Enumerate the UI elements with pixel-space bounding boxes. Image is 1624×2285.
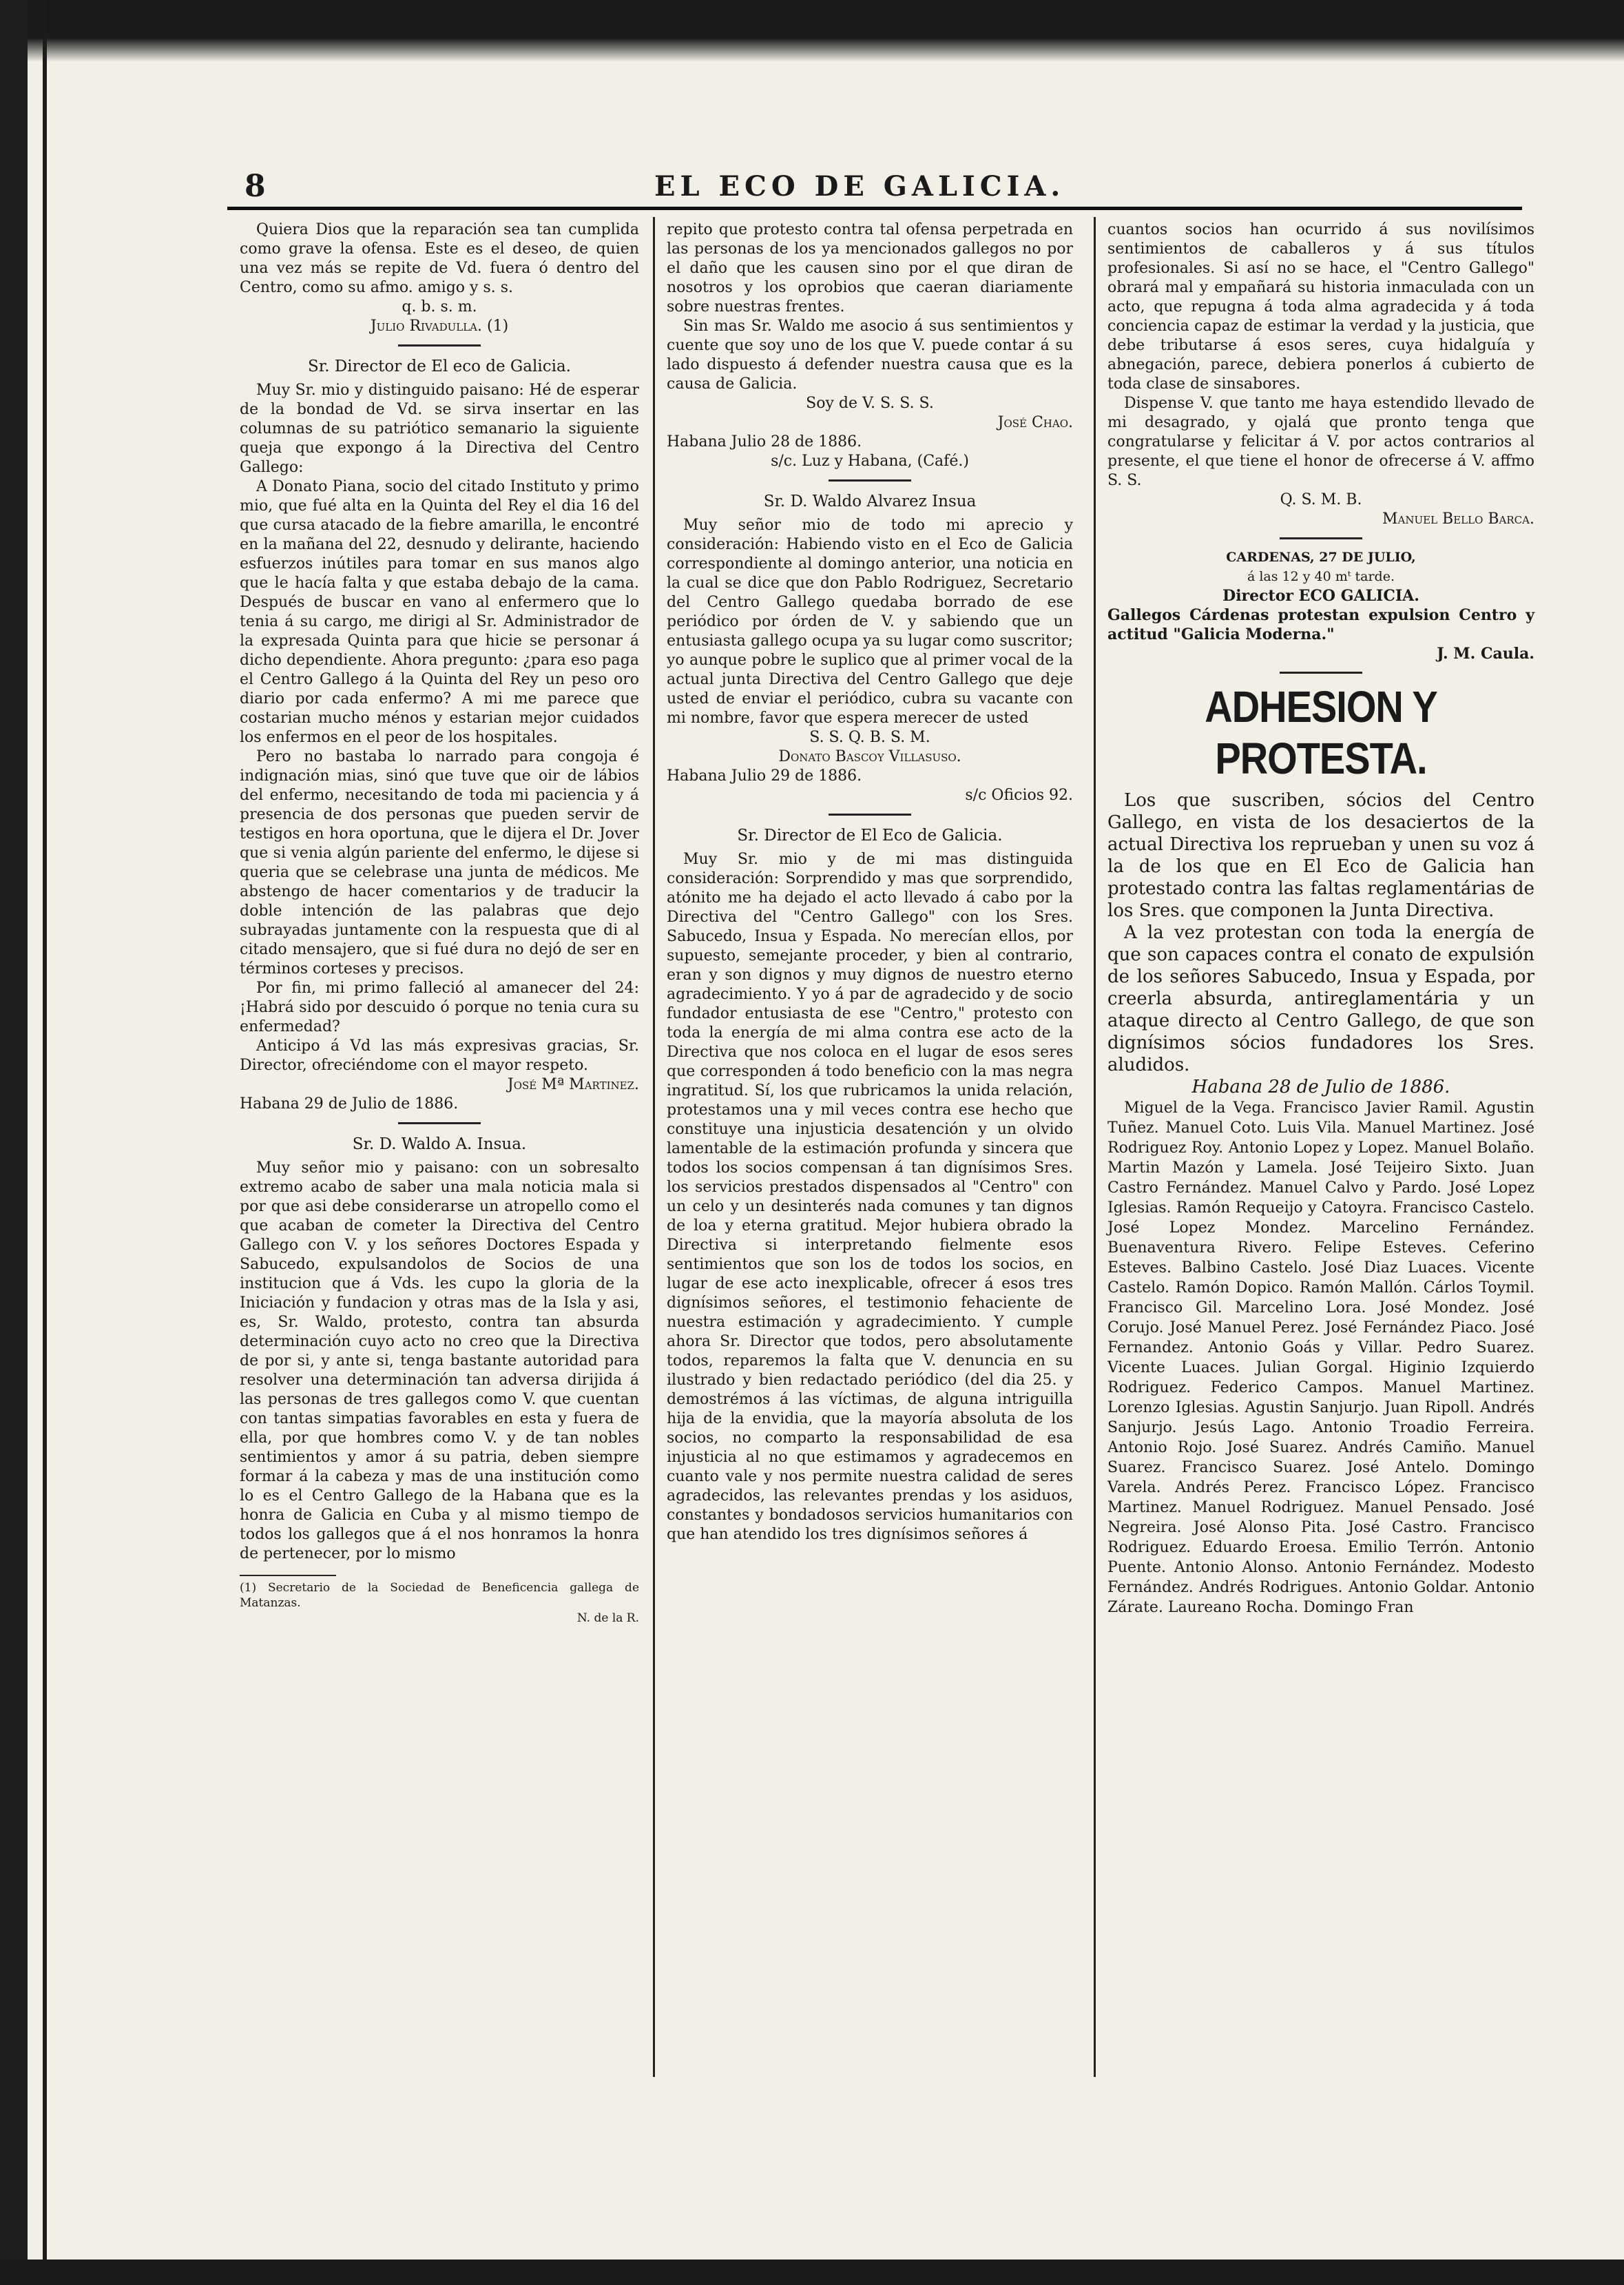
paragraph: Muy Sr. mio y de mi mas distinguida consideración: Sorprendido y mas que sorprendido, atónito me ha dejado el acto llevado á cabo por la Directiva del "Centro Gallego" con los Sres. Sabucedo, Insua y Espada. No merecían ellos, por supuesto, semejante proceder, y bien al contrario, eran y son dignos y muy dignos de nuestro eterno agradecimiento. Y yo á par de agradecido y de socio fundador entusiasta de ese "Centro," protesto con toda la energía de mi alma contra ese acto de la Directiva que nos coloca en el lugar de esos seres que corresponden á todo beneficio con la mas negra ingratitud. Sí, los que rubricamos la unida relación, protestamos una y mil veces contra ese hecho que constituye una injusticia desatención y un olvido lamentable de la estimación profunda y sincera que todos los socios compensan á tan dignísimos Sres. los servicios prestados dispensados al "Centro" con un celo y un desinterés nada comunes y tan dignos de loa y eterna gratitud. Mejor hubiera obrado la Directiva si interpretando fielmente esos sentimientos que son los de todos los socios, en lugar de ese acto inexplicable, ofrecer á esos tres dignísimos señores, el testimonio fehaciente de nuestra estimación y agradecimiento. Y cumple ahora Sr. Director que todos, pero absolutamente todos, reparemos la falta que V. denuncia en su ilustrado y bien redactado periódico (del dia 25. y demostrémos á las víctimas, de alguna intriguilla hija de la envidia, que la mayoría absoluta de los socios, no comparto la responsabilidad de esa injusticia al no que estimamos y agradecemos en cuanto vale y nos permite nuestra calidad de seres agradecidos, las relevantes prendas y los asiduos, constantes y bondadosos servicios humanitarios con que han atendido los tres dignísimos señores á [667,851,1073,1543]
separator [829,479,911,482]
separator [398,344,481,347]
paragraph: Por fin, mi primo falleció al amanecer del 24: ¡Habrá sido por descuido ó porque no tenia cura su enfermedad? [240,980,639,1035]
scan-bottom-edge [0,2260,1624,2285]
letter-heading: Sr. D. Waldo A. Insua. [352,1135,527,1153]
letter-heading: Sr. Director de El Eco de Galicia. [737,827,1003,845]
paragraph: Muy señor mio de todo mi aprecio y consideración: Habiendo visto en el Eco de Galicia correspondiente al domingo anterior, una noticia en la cual se dice que don Pablo Rodriguez, Secretario del Centro Gallego quedaba borrado de ese periódico por órden de V. y sabiendo que un entusiasta gallego ocupa ya su lugar como suscritor; yo aunque pobre le suplico que al primer vocal de la actual junta Directiva del Centro Gallego que deje usted de enviar el periódico, cubra su vacante con mi nombre, favor que espera merecer de usted [667,517,1073,727]
separator [829,814,911,816]
closing-formula: Soy de V. S. S. S. [806,395,934,412]
paragraph: Muy señor mio y paisano: con un sobresalto extremo acabo de saber una mala noticia mala si por que asi debe considerarse un atropello como el que acaban de cometer la Directiva del Centro Gallego con V. y los señores Doctores Espada y Sabucedo, expulsandolos de Socios de una institucion que á Vds. les cupo la gloria de la Iniciación y fundacion y otras mas de la Isla y asi, es, Sr. Waldo, protesto, contra tan absurda determinación cuyo acto no creo que la Directiva de por si, y ante si, tenga bastante autoridad para resolver una determinación tan adversa dirijida á las personas de tres gallegos como V. que cuentan con tantas simpatias favorables en esta y fuera de ella, por que hombres como V. y de tan nobles sentimientos y amor á su patria, deben siempre formar á la cabeza y mas de una institución como lo es el Centro Gallego de la Habana que es la honra de Galicia en Cuba y al mismo tiempo de todos los gallegos que á el nos honramos la honra de pertenecer, por lo mismo [240,1159,639,1562]
separator [398,1122,481,1124]
closing-formula: q. b. s. m. [402,298,477,316]
header-rule [227,207,1522,210]
signature: José Mª Martinez. [507,1076,639,1093]
scan-top-edge [0,0,1624,62]
telegram-heading: Director ECO GALICIA. [1222,587,1419,605]
telegram-body: Gallegos Cárdenas protestan expulsion Centro y actitud "Galicia Moderna." [1107,606,1534,643]
footnote-sign: N. de la R. [576,1611,639,1625]
dateline: Habana 29 de Julio de 1886. [240,1095,459,1113]
address: s/c. Luz y Habana, (Café.) [771,453,969,470]
paragraph: Anticipo á Vd las más expresivas gracias, Sr. Director, ofreciéndome con el mayor respeto. [240,1037,639,1074]
column-rule-1 [653,217,655,2077]
footnote-rule [240,1575,336,1576]
paragraph: A Donato Piana, socio del citado Instituto y primo mio, que fué alta en la Quinta del Rey el dia 16 del que cursa atacado de la fiebre amarilla, le encontré en la mañana del 22, desnudo y delirante, haciendo esfuerzos inútiles para tomar en sus manos algo que le hacía falta y que estaba debajo de la cama. Después de buscar en vano al enfermero que lo tenia á su cargo, me dirigi al Sr. Administrador de la expresada Quinta para que hicie se personar á dicho dependiente. Ahora pregunto: ¿para eso paga el Centro Gallego á la Quinta del Rey un peso oro diario por cada enfermo? A mi me parece que costarian mucho ménos y estarian mejor cuidados los enfermos en el peor de los hospitales. [240,478,639,746]
column-1 [240,220,639,1626]
closing-formula: S. S. Q. B. S. M. [809,729,930,746]
paragraph: cuantos socios han ocurrido á sus novilísimos sentimientos de caballeros y á sus títulos profesionales. Si así no se hace, el "Centro Gallego" obrará mal y empañará su historia inmaculada con un acto, que repugna á toda alma agradecida y á toda conciencia capaz de estimar la verdad y la justicia, que debe tributarse á esos seres, cuya hidalguía y abnegación, parece, debiera ponerlos á cubierto de toda clase de sinsabores. [1107,221,1534,393]
page-header [227,169,1522,203]
telegram [1107,548,1534,663]
scan-left-edge [0,0,28,2285]
letter-heading: Sr. D. Waldo Alvarez Insua [763,493,977,510]
dateline: Habana 28 de Julio de 1886. [1191,1077,1450,1097]
address: s/c Oficios 92. [965,787,1073,804]
letter-heading: Sr. Director de El eco de Galicia. [308,358,571,375]
paragraph: A la vez protestan con toda la energía de que son capaces contra el conato de expulsión de los señores Sabucedo, Insua y Espada, por creerla absurda, antireglamentária y un ataque directo al Centro Gallego, de que son dignísimos sócios fundadores los Sres. aludidos. [1107,922,1534,1075]
signatory-list: Miguel de la Vega. Francisco Javier Ramil. Agustin Tuñez. Manuel Coto. Luis Vila. Manuel Martinez. José Rodriguez Roy. Antonio Lopez y Lopez. Manuel Bolaño. Martin Mazón y Lamela. José Teijeiro Sixto. Juan Castro Fernández. Manuel Calvo y Pardo. José Lopez Iglesias. Ramón Requeijo y Catoyra. Francisco Castelo. José Lopez Mondez. Marcelino Fernández. Buenaventura Rivero. Felipe Esteves. Ceferino Esteves. Balbino Castelo. José Diaz Luaces. Vicente Castelo. Ramón Dopico. Ramón Mallón. Cárlos Toymil. Francisco Gil. Marcelino Lora. José Mondez. José Corujo. José Manuel Perez. José Fernández Piaco. José Fernandez. Antonio Goás y Villar. Pedro Suarez. Vicente Luaces. Julian Gorgal. Higinio Izquierdo Rodriguez. Federico Campos. Manuel Martinez. Lorenzo Iglesias. Agustin Sanjurjo. Juan Ripoll. Andrés Sanjurjo. Jesús Lago. Antonio Troadio Ferreira. Antonio Rojo. José Suarez. Andrés Camiño. Manuel Suarez. Francisco Suarez. José Antelo. Domingo Varela. Andrés Perez. Francisco López. Francisco Martinez. Manuel Rodriguez. Manuel Pensado. José Negreira. José Alonso Pita. José Castro. Francisco Rodriguez. Eduardo Eroesa. Emilio Terrón. Antonio Puente. Antonio Alonso. Antonio Fernández. Modesto Fernández. Andrés Rodrigues. Antonio Goldar. Antonio Zárate. Laureano Rocha. Domingo Fran [1107,1099,1534,1616]
paragraph: repito que protesto contra tal ofensa perpetrada en las personas de los ya mencionados gallegos no por el daño que les causen sino por el que diran de nosotros y los oprobios que caeran diariamente sobre nuestras frentes. [667,221,1073,316]
column-3 [1107,220,1534,1617]
scan-binding-line [43,0,47,2285]
signature: Donato Bascoy Villasuso. [778,748,961,765]
paragraph: Dispense V. que tanto me haya estendido llevado de mi desagrado, y ojalá que pronto tenga que congratularse y felicitar á V. por actos contrarios al presente, el que tiene el honor de ofrecerse á V. affmo S. S. [1107,395,1534,489]
column-2 [667,220,1073,1544]
footnote: (1) Secretario de la Sociedad de Beneficencia gallega de Matanzas. [240,1581,639,1610]
telegram-place: CARDENAS, 27 DE JULIO, [1226,550,1416,565]
separator [1280,672,1362,674]
signature: José Chao. [997,414,1073,431]
section-title: ADHESION Y PROTESTA. [1205,681,1437,783]
page-number: 8 [244,169,266,204]
dateline: Habana Julio 28 de 1886. [667,433,862,451]
closing-formula: Q. S. M. B. [1280,491,1362,508]
telegram-time: á las 12 y 40 mᵗ tarde. [1247,569,1395,584]
paragraph: Quiera Dios que la reparación sea tan cumplida como grave la ofensa. Este es el deseo, de quien una vez más se repite de Vd. fuera ó dentro del Centro, como su afmo. amigo y s. s. [240,221,639,296]
signature: Julio Rivadulla. (1) [370,318,509,335]
column-rule-2 [1094,217,1096,2077]
separator [1280,537,1362,539]
paragraph: Muy Sr. mio y distinguido paisano: Hé de esperar de la bondad de Vd. se sirva insertar en las columnas de su patriótico semanario la siguiente queja que expongo á la Directiva del Centro Gallego: [240,382,639,476]
dateline: Habana Julio 29 de 1886. [667,767,862,785]
paragraph: Los que suscriben, sócios del Centro Gallego, en vista de los desaciertos de la actual Directiva los reprueban y unen su voz á la de los que en El Eco de Galicia han protestado contra las faltas reglamentárias de los Sres. que componen la Junta Directiva. [1107,790,1534,921]
masthead-title: EL ECO DE GALICIA. [654,170,1065,203]
paragraph: Sin mas Sr. Waldo me asocio á sus sentimientos y cuente que soy uno de los que V. puede contar á su lado dispuesto á defender nuestra causa que es la causa de Galicia. [667,318,1073,393]
telegram-signature: J. M. Caula. [1437,645,1534,663]
paragraph: Pero no bastaba lo narrado para congoja é indignación mias, sinó que tuve que oir de lábios del enfermo, necesitando de toda mi paciencia y á presencia de dos personas que pueden servir de testigos en hora oportuna, que le dijera el Dr. Jover que si venia algún pariente del enfermo, le dijese si queria que se celebrase una junta de médicos. Me abstengo de hacer comentarios y de traducir la doble intención de las palabras que dejo subrayadas juntamente con la respuesta que di al citado mensajero, que si fué dura no dejó de ser en términos corteses y precisos. [240,748,639,978]
signature: Manuel Bello Barca. [1382,510,1534,528]
